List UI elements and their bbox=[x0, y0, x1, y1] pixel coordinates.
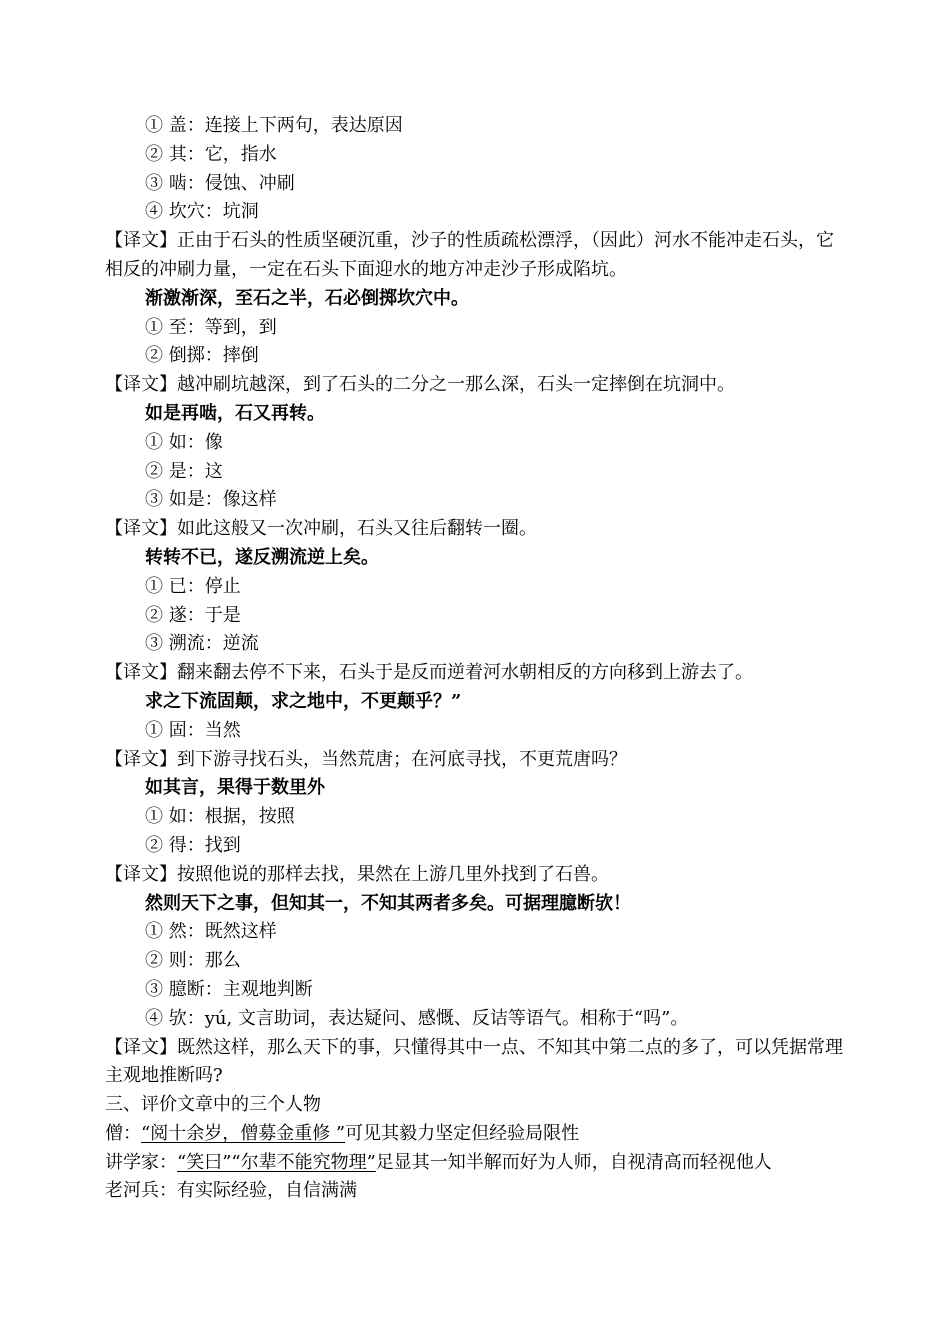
note-line: ① 然：既然这样 bbox=[145, 921, 277, 943]
classical-sentence: 转转不已，遂反溯流逆上矣。 bbox=[145, 546, 379, 568]
character-evaluation-scholar bbox=[105, 1149, 850, 1178]
document-body bbox=[105, 112, 850, 1206]
translation-paragraph: 【译文】越冲刷坑越深，到了石头的二分之一那么深，石头一定摔倒在坑洞中。 bbox=[105, 374, 735, 396]
note-line: ③ 如是：像这样 bbox=[145, 489, 277, 511]
quoted-evidence: “阅十余岁，僧募金重修 ” bbox=[141, 1122, 346, 1144]
translation-paragraph: 【译文】翻来翻去停不下来，石头于是反而逆着河水朝相反的方向移到上游去了。 bbox=[105, 662, 753, 684]
translation-paragraph: 【译文】既然这样，那么天下的事，只懂得其中一点、不知其中第二点的多了，可以凭据常理主观地推断吗? bbox=[105, 1036, 843, 1087]
classical-sentence: 然则天下之事，但知其一，不知其两者多矣。可据理臆断欤！ bbox=[145, 892, 631, 914]
translation-paragraph: 【译文】按照他说的那样去找，果然在上游几里外找到了石兽。 bbox=[105, 863, 609, 885]
note-line: ① 已：停止 bbox=[145, 575, 241, 597]
character-label: 僧： bbox=[105, 1122, 141, 1144]
translation-paragraph: 【译文】如此这般又一次冲刷，石头又往后翻转一圈。 bbox=[105, 518, 537, 540]
quoted-evidence: “笑曰”“尔辈不能究物理” bbox=[177, 1151, 376, 1173]
translation-paragraph: 【译文】正由于石头的性质坚硬沉重，沙子的性质疏松漂浮，（因此）河水不能冲走石头，它相反的冲刷力量，一定在石头下面迎水的地方冲走沙子形成陷坑。 bbox=[105, 230, 834, 280]
note-line: ① 如：像 bbox=[145, 431, 223, 453]
note-line: ② 则：那么 bbox=[145, 950, 241, 972]
note-line: ② 是：这 bbox=[145, 460, 223, 482]
note-line: ② 得：找到 bbox=[145, 834, 241, 856]
character-label: 讲学家： bbox=[105, 1151, 177, 1173]
note-line: ② 遂：于是 bbox=[145, 604, 241, 626]
character-comment: 可见其毅力坚定但经验局限性 bbox=[345, 1122, 580, 1144]
classical-sentence: 如其言，果得于数里外 bbox=[145, 777, 325, 799]
character-evaluation-soldier: 老河兵：有实际经验，自信满满 bbox=[105, 1180, 357, 1202]
note-line: ③ 臆断：主观地判断 bbox=[145, 978, 313, 1000]
classical-sentence: 渐激渐深，至石之半，石必倒掷坎穴中。 bbox=[145, 287, 469, 309]
translation-paragraph: 【译文】到下游寻找石头，当然荒唐；在河底寻找，不更荒唐吗？ bbox=[105, 748, 627, 770]
note-line: ① 固：当然 bbox=[145, 719, 241, 741]
note-line: ③ 溯流：逆流 bbox=[145, 633, 259, 655]
note-line: ③ 啮：侵蚀、冲刷 bbox=[145, 172, 295, 194]
classical-sentence: 求之下流固颠，求之地中，不更颠乎？” bbox=[145, 690, 462, 712]
character-comment: 足显其一知半解而好为人师，自视清高而轻视他人 bbox=[375, 1151, 772, 1173]
note-line: ① 至：等到，到 bbox=[145, 316, 277, 338]
section-heading: 三、评价文章中的三个人物 bbox=[105, 1094, 321, 1116]
note-line: ① 如：根据，按照 bbox=[145, 806, 295, 828]
note-line: ② 倒掷：摔倒 bbox=[145, 345, 259, 367]
note-line: ① 盖：连接上下两句，表达原因 bbox=[145, 115, 403, 136]
note-line: ④ 坎穴：坑洞 bbox=[145, 201, 259, 223]
character-evaluation-monk bbox=[105, 1120, 850, 1149]
classical-sentence: 如是再啮，石又再转。 bbox=[145, 402, 325, 424]
note-line: ④ 欤：yú, 文言助词，表达疑问、感慨、反诘等语气。相称于“吗”。 bbox=[145, 1007, 689, 1029]
note-line: ② 其：它，指水 bbox=[145, 143, 277, 165]
